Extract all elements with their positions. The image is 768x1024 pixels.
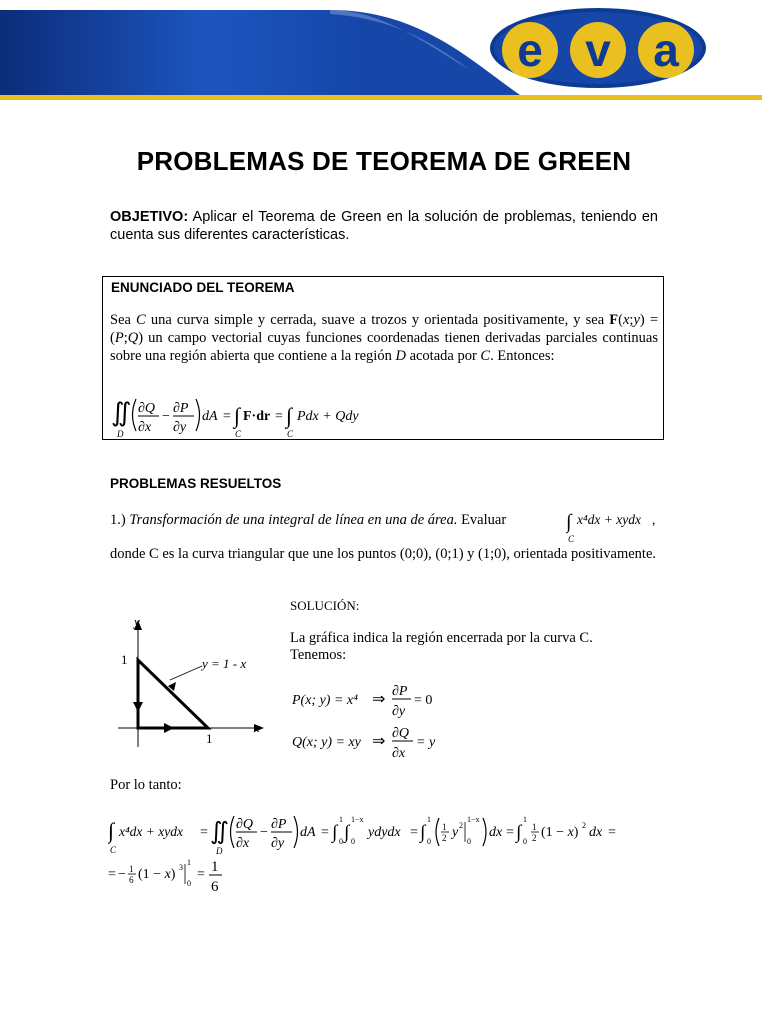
svg-text:∂Q: ∂Q: [138, 401, 156, 416]
svg-text:∫: ∫: [344, 822, 350, 843]
green-theorem-formula: [109, 391, 409, 439]
svg-text:∂y: ∂y: [271, 836, 285, 851]
svg-text:=: =: [410, 825, 418, 840]
svg-text:0: 0: [427, 837, 431, 846]
svg-text:−: −: [260, 825, 268, 840]
svg-text:0: 0: [351, 837, 355, 846]
svg-text:∬: ∬: [111, 398, 132, 427]
svg-text:∫: ∫: [286, 403, 293, 428]
svg-text:1: 1: [427, 815, 431, 824]
svg-text:0: 0: [339, 837, 343, 846]
svg-text:1: 1: [523, 815, 527, 824]
svg-text:∂Q: ∂Q: [392, 726, 410, 741]
svg-text:(1 − x): (1 − x): [541, 825, 579, 840]
svg-text:∫: ∫: [234, 403, 241, 428]
derivative-P: [290, 680, 470, 724]
svg-text:=: =: [321, 825, 329, 840]
x-axis-label: x: [254, 720, 260, 735]
svg-text:−: −: [162, 409, 170, 424]
svg-text:1: 1: [129, 864, 134, 874]
svg-text:,: ,: [652, 512, 656, 527]
svg-text:∫: ∫: [108, 818, 115, 843]
solution-label: SOLUCIÓN:: [290, 598, 360, 613]
solved-problems-heading: PROBLEMAS RESUELTOS: [110, 476, 282, 491]
y-tick-1: 1: [121, 652, 128, 667]
objective-label: OBJETIVO:: [110, 209, 189, 225]
x-tick-1: 1: [206, 731, 213, 746]
svg-text:∂P: ∂P: [173, 401, 189, 416]
svg-text:Pdx + Qdy: Pdx + Qdy: [297, 409, 359, 424]
svg-text:3: 3: [179, 863, 183, 872]
svg-text:D: D: [117, 429, 124, 439]
svg-text:=: =: [506, 825, 514, 840]
svg-text:0: 0: [467, 837, 471, 846]
objective-text: Aplicar el Teorema de Green en la solución de problemas, teniendo en cuenta sus diferentes características.: [110, 209, 658, 243]
theorem-box: [102, 276, 664, 440]
svg-text:1: 1: [339, 815, 343, 824]
y-axis-label: y: [134, 614, 140, 629]
svg-text:∂P: ∂P: [271, 817, 287, 832]
svg-text:x⁴dx + xydx: x⁴dx + xydx: [119, 824, 184, 839]
eva-logo: [490, 8, 706, 88]
svg-text:P(x; y) = x⁴: P(x; y) = x⁴: [292, 693, 358, 708]
derivative-Q: [290, 722, 470, 766]
region-graph: [112, 612, 282, 752]
header-banner: [0, 0, 768, 104]
gold-rule: [0, 95, 762, 100]
svg-text:= 0: = 0: [414, 693, 433, 708]
theorem-statement: Sea C una curva simple y cerrada, suave a trozos y orientada positivamente, y sea F(x;y) = (P;Q) un campo vectorial cuyas funciones coordenadas tienen derivadas parciales continuas sobre una región abierta que contiene a la región D acotada por C. Entonces:: [110, 312, 658, 364]
svg-text:1: 1: [532, 822, 537, 832]
problem-1-integral: [566, 506, 662, 546]
svg-text:∫: ∫: [420, 822, 426, 843]
svg-text:=: =: [608, 825, 616, 840]
svg-text:∫: ∫: [566, 511, 572, 533]
svg-text:∂x: ∂x: [138, 420, 152, 435]
svg-text:C: C: [287, 429, 294, 439]
svg-text:D: D: [216, 846, 223, 856]
svg-text:e: e: [517, 24, 543, 76]
svg-text:1−x: 1−x: [467, 815, 480, 824]
result-line-2: [108, 856, 308, 906]
theorem-title: ENUNCIADO DEL TEOREMA: [111, 280, 295, 295]
svg-text:⇒: ⇒: [372, 733, 386, 750]
svg-text:dx: dx: [489, 825, 503, 840]
page-title: PROBLEMAS DE TEOREMA DE GREEN: [136, 146, 632, 176]
svg-text:∂y: ∂y: [173, 420, 187, 435]
svg-text:v: v: [585, 24, 611, 76]
svg-text:∂y: ∂y: [392, 704, 406, 719]
svg-text:∂x: ∂x: [392, 746, 406, 761]
svg-text:1−x: 1−x: [351, 815, 364, 824]
svg-text:2: 2: [582, 821, 586, 830]
svg-text:C: C: [235, 429, 242, 439]
svg-text:ydydx: ydydx: [368, 825, 401, 840]
svg-text:=: =: [197, 867, 205, 882]
svg-text:=: =: [108, 867, 116, 882]
svg-text:(1 − x): (1 − x): [138, 867, 176, 882]
svg-text:1: 1: [211, 859, 219, 875]
solution-text: La gráfica indica la región encerrada por la curva C. Tenemos:: [290, 630, 593, 663]
svg-text:= y: = y: [416, 735, 436, 750]
svg-text:a: a: [653, 24, 679, 76]
svg-text:6: 6: [129, 875, 134, 885]
svg-text:∫: ∫: [516, 822, 522, 843]
svg-text:∂Q: ∂Q: [236, 817, 254, 832]
svg-text:2: 2: [459, 821, 463, 830]
svg-text:F·dr: F·dr: [243, 409, 271, 424]
svg-text:=: =: [275, 409, 283, 424]
svg-text:6: 6: [211, 879, 219, 895]
therefore-text: Por lo tanto:: [110, 777, 182, 793]
svg-text:∫: ∫: [332, 822, 338, 843]
svg-text:2: 2: [442, 833, 447, 843]
svg-text:⇒: ⇒: [372, 691, 386, 708]
svg-text:1: 1: [187, 858, 191, 867]
svg-text:dA: dA: [202, 409, 218, 424]
svg-text:1: 1: [442, 822, 447, 832]
problem-1-name: Transformación de una integral de línea en una de área.: [129, 512, 458, 528]
svg-text:Q(x; y) = xy: Q(x; y) = xy: [292, 735, 361, 750]
svg-text:0: 0: [187, 879, 191, 888]
result-line-1: [108, 808, 628, 858]
svg-text:0: 0: [523, 837, 527, 846]
svg-text:x⁴dx + xydx: x⁴dx + xydx: [577, 512, 642, 527]
svg-text:−: −: [118, 867, 126, 882]
triangle-curve: [138, 660, 208, 728]
problem-1-statement: donde C es la curva triangular que une los puntos (0;0), (0;1) y (1;0), orientada positivamente.: [110, 546, 657, 562]
svg-text:=: =: [200, 825, 208, 840]
svg-text:dx: dx: [589, 825, 603, 840]
svg-text:C: C: [110, 845, 117, 855]
svg-text:∬: ∬: [210, 819, 229, 845]
svg-text:∂P: ∂P: [392, 684, 408, 699]
svg-text:y: y: [452, 825, 459, 840]
svg-text:2: 2: [532, 833, 537, 843]
svg-text:∂x: ∂x: [236, 836, 250, 851]
svg-text:dA: dA: [300, 825, 316, 840]
svg-text:C: C: [568, 534, 575, 544]
line-label: y = 1 - x: [202, 656, 247, 671]
objective-paragraph: [110, 208, 658, 244]
problem-1-intro: 1.) Transformación de una integral de línea en una de área. Evaluar: [110, 512, 507, 528]
svg-text:=: =: [223, 409, 231, 424]
